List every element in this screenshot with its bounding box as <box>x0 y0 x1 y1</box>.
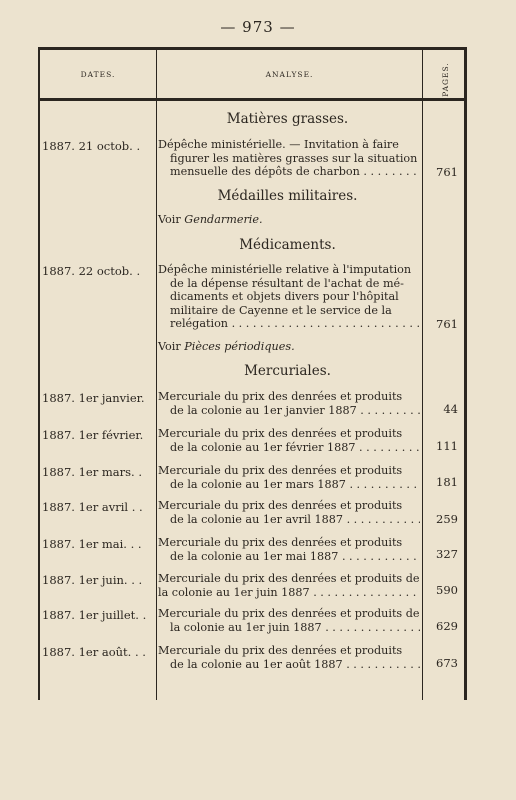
see-reference: Voir Pièces périodiques. <box>158 340 295 353</box>
entry-text: Mercuriale du prix des denrées et produits de la colonie au 1er août 1887 . . . <box>158 644 420 671</box>
entry-text: Mercuriale du prix des denrées et produits de la colonie au 1er mai 1887 . . . <box>158 536 420 563</box>
entry-page: 629 <box>436 619 458 633</box>
entry-page: 181 <box>436 475 458 489</box>
entry-text: Mercuriale du prix des denrées et produits de la colonie au 1er juin 1887 . . . <box>158 572 420 599</box>
entry-text: Mercuriale du prix des denrées et produits de la colonie au 1er février 1887 . . . <box>158 427 420 454</box>
entry-date: 1887. 1er février. <box>42 428 144 442</box>
entry-text: Mercuriale du prix des denrées et produits de la colonie au 1er janvier 1887 . . . <box>158 390 420 417</box>
entry-date: 1887. 21 octob. . <box>42 139 141 153</box>
header-pages: PAGES. <box>440 61 450 97</box>
entry-date: 1887. 1er juillet. . <box>42 608 147 622</box>
entry-date: 1887. 1er mars. . <box>42 465 142 479</box>
entry-page: 259 <box>436 512 458 526</box>
entry-date: 1887. 1er août. . . <box>42 645 146 659</box>
entry-page: 673 <box>436 656 458 670</box>
entry-text: Mercuriale du prix des denrées et produits de la colonie au 1er juin 1887 . . . <box>158 607 420 634</box>
entry-date: 1887. 1er janvier. <box>42 391 145 405</box>
header-dates: DATES. <box>80 70 116 79</box>
entry-page: 111 <box>436 439 458 453</box>
entry-text: Dépêche ministérielle relative à l'imputation de la dépense résultant de l'achat de mé- dicaments et objets divers pour l'hôpital militaire de Cayenne et le service de la relégation . . . <box>158 263 420 331</box>
entry-page: 327 <box>436 547 458 561</box>
entry-page: 590 <box>436 583 458 597</box>
section-title: Médailles militaires. <box>217 188 358 204</box>
section-title: Mercuriales. <box>244 363 331 379</box>
header-rule <box>40 98 464 101</box>
section-title: Médicaments. <box>239 237 336 253</box>
entry-page: 44 <box>443 402 458 416</box>
entry-page: 761 <box>436 165 458 179</box>
entry-date: 1887. 1er avril . . <box>42 500 143 514</box>
column-divider <box>422 50 423 700</box>
page-number: — 973 — <box>220 18 296 36</box>
section-title: Matières grasses. <box>226 111 349 127</box>
see-reference: Voir Gendarmerie. <box>158 213 263 226</box>
header-analyse: ANALYSE. <box>265 70 314 79</box>
entry-page: 761 <box>436 317 458 331</box>
entry-date: 1887. 1er mai. . . <box>42 537 142 551</box>
entry-text: Dépêche ministérielle. — Invitation à faire figurer les matières grasses sur la situation mensuelle des dépôts de charbon . . . <box>158 138 420 179</box>
entry-text: Mercuriale du prix des denrées et produits de la colonie au 1er avril 1887 . . . <box>158 499 420 526</box>
entry-date: 1887. 22 octob. . <box>42 264 141 278</box>
entry-text: Mercuriale du prix des denrées et produits de la colonie au 1er mars 1887 . . . <box>158 464 420 491</box>
entry-date: 1887. 1er juin. . . <box>42 573 143 587</box>
